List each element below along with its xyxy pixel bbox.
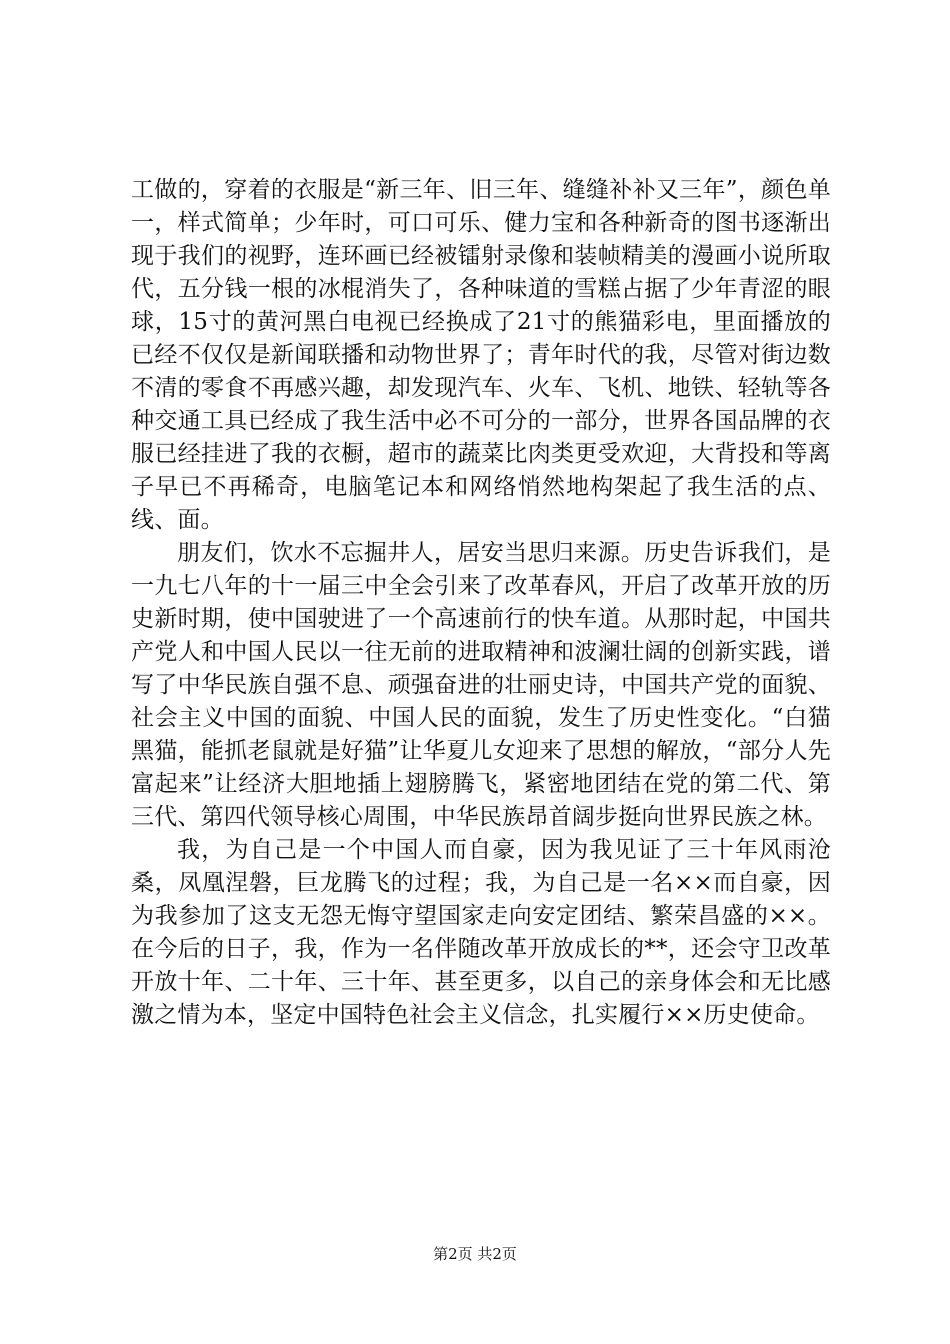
paragraph-2: 朋友们，饮水不忘掘井人，居安当思归来源。历史告诉我们，是一九七八年的十一届三中全会引来了改革春风，开启了改革开放的历史新时期，使中国驶进了一个高速前行的快车道。从那时起，中国共产党人和中国人民以一往无前的进取精神和波澜壮阔的创新实践，谱写了中华民族自强不息、顽强奋进的壮丽史诗，中国共产党的面貌、社会主义中国的面貌、中国人民的面貌，发生了历史性变化。“白猫黑猫，能抓老鼠就是好猫”让华夏儿女迎来了思想的解放，“部分人先富起来”让经济大胆地插上翅膀腾飞，紧密地团结在党的第二代、第三代、第四代领导核心周围，中华民族昂首阔步挺向世界民族之林。 (131, 540, 831, 830)
paragraph-3: 我，为自己是一个中国人而自豪，因为我见证了三十年风雨沧桑，凤凰涅磐，巨龙腾飞的过程；我，为自己是一名××而自豪，因为我参加了这支无怨无悔守望国家走向安定团结、繁荣昌盛的××。在今后的日子，我，作为一名伴随改革开放成长的**，还会守卫改革开放十年、二十年、三十年、甚至更多，以自己的亲身体会和无比感激之情为本，坚定中国特色社会主义信念，扎实履行××历史使命。 (131, 837, 831, 1028)
page-footer: 第2页 共2页 (433, 1245, 517, 1263)
paragraph-1: 工做的，穿着的衣服是“新三年、旧三年、缝缝补补又三年”，颜色单一，样式简单；少年时，可口可乐、健力宝和各种新奇的图书逐渐出现于我们的视野，连环画已经被镭射录像和装帧精美的漫画小说所取代，五分钱一根的冰棍消失了，各种味道的雪糕占据了少年青涩的眼球，15寸的黄河黑白电视已经换成了21寸的熊猫彩电，里面播放的已经不仅仅是新闻联播和动物世界了；青年时代的我，尽管对街边数不清的零食不再感兴趣，却发现汽车、火车、飞机、地铁、轻轨等各种交通工具已经成了我生活中必不可分的一部分，世界各国品牌的衣服已经挂进了我的衣橱，超市的蔬菜比肉类更受欢迎，大背投和等离子早已不再稀奇，电脑笔记本和网络悄然地构架起了我生活的点、线、面。 (131, 177, 831, 533)
body-text (131, 174, 831, 1032)
